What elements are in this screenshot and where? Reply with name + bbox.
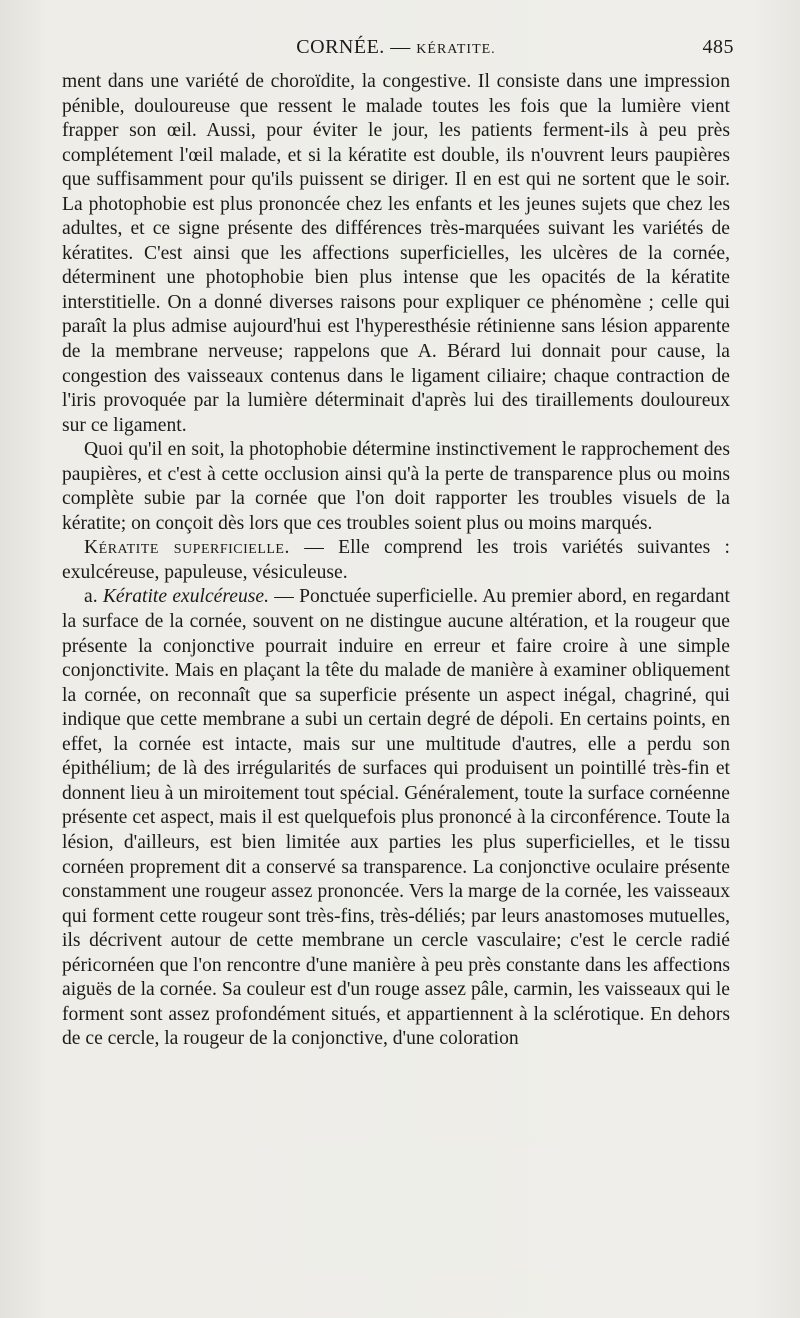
paragraph-text: ment dans une variété de choroïdite, la congestive. Il consiste dans une impression pénible, douloureuse que ressent le malade toutes les fois que la lumière vient frapper son œil. Aussi, pour éviter le jour, les patients ferment-ils à peu près complétement l'œil malade, et si la kératite est double, ils n'ouvrent leurs paupières que suffisamment pour qu'ils puissent se diriger. Il en est qui ne sortent que le soir. La photophobie est plus prononcée chez les enfants et les jeunes sujets que chez les adultes, et ce signe présente des différences très-marquées suivant les variétés de kératites. C'est ainsi que les affections superficielles, les ulcères de la cornée, déterminent une photophobie bien plus intense que les opacités de la kératite interstitielle. On a donné diverses raisons pour expliquer ce phénomène ; celle qui paraît la plus admise aujourd'hui est l'hyperesthésie rétinienne sans lésion apparente de la membrane nerveuse; rappelons que A. Bérard lui donnait pour cause, la congestion des vaisseaux contenus dans le ligament ciliaire; chaque contraction de l'iris provoquée par la lumière déterminait d'après lui des tiraillements douloureux sur ce ligament. xyxy=(62,71,730,436)
running-title-sub: KÉRATITE. xyxy=(416,42,496,57)
paragraph-text: — Elle comprend les trois variétés suivantes : exulcéreuse, papuleuse, vésiculeuse. xyxy=(62,537,730,583)
running-title-separator: — xyxy=(390,36,411,58)
running-head xyxy=(62,36,734,70)
page-number: 485 xyxy=(702,36,734,58)
subsection-heading: Kératite exulcéreuse. xyxy=(102,586,269,608)
paragraph-text: — Ponctuée superficielle. Au premier abord, en regardant la surface de la cornée, souvent on ne distingue aucune altération, et la rougeur que présente la conjonctive pourrait induire en erreur et faire croire à une simple conjonctivite. Mais en plaçant la tête du malade de manière à examiner obliquement la cornée, on reconnaît que sa superficie présente un aspect inégal, chagriné, qui indique que cette membrane a subi un certain degré de dépoli. En certains points, en effet, la cornée est intacte, mais sur une multitude d'autres, elle a perdu son épithélium; de là des irrégularités de surfaces qui produisent un pointillé très-fin et donnent lieu à un miroitement tout spécial. Généralement, toute la surface cornéenne présente cet aspect, mais il est quelquefois plus prononcé à la circonférence. Toute la lésion, d'ailleurs, est bien limitée aux parties les plus superficielles, et le tissu cornéen proprement dit a conservé sa transparence. La conjonctive oculaire présente constamment une rougeur assez prononcée. Vers la marge de la cornée, les vaisseaux qui forment cette rougeur sont très-fins, très-déliés; par leurs anastomoses mutuelles, ils décrivent autour de cette membrane un cercle vasculaire; c'est le cercle radié péricornéen que l'on rencontre d'une manière à peu près constante dans les affections aiguës de la cornée. Sa couleur est d'un rouge assez pâle, carmin, les vaisseaux qui le forment sont assez profondément situés, et appartiennent à la sclérotique. En dehors de ce cercle, la rougeur de la conjonctive, d'une coloration xyxy=(62,586,730,1050)
paragraph-continuation xyxy=(62,70,730,438)
paragraph-photophobia xyxy=(62,438,730,536)
list-marker: a. xyxy=(84,586,103,608)
section-heading: Kératite superficielle. xyxy=(84,537,290,559)
paragraph-text: Quoi qu'il en soit, la photophobie détermine instinctivement le rapprochement des paupières, et c'est à cette occlusion ainsi qu'à la perte de transparence plus ou moins complète subie par la cornée que l'on doit rapporter les troubles visuels de la kératite; on conçoit dès lors que ces troubles soient plus ou moins marqués. xyxy=(62,439,730,534)
running-title-main: CORNÉE. xyxy=(296,36,385,58)
body-text xyxy=(62,70,730,1052)
paragraph-keratite-superficielle xyxy=(62,536,730,585)
paragraph-keratite-exulcereuse xyxy=(62,585,730,1051)
running-title xyxy=(296,36,495,59)
